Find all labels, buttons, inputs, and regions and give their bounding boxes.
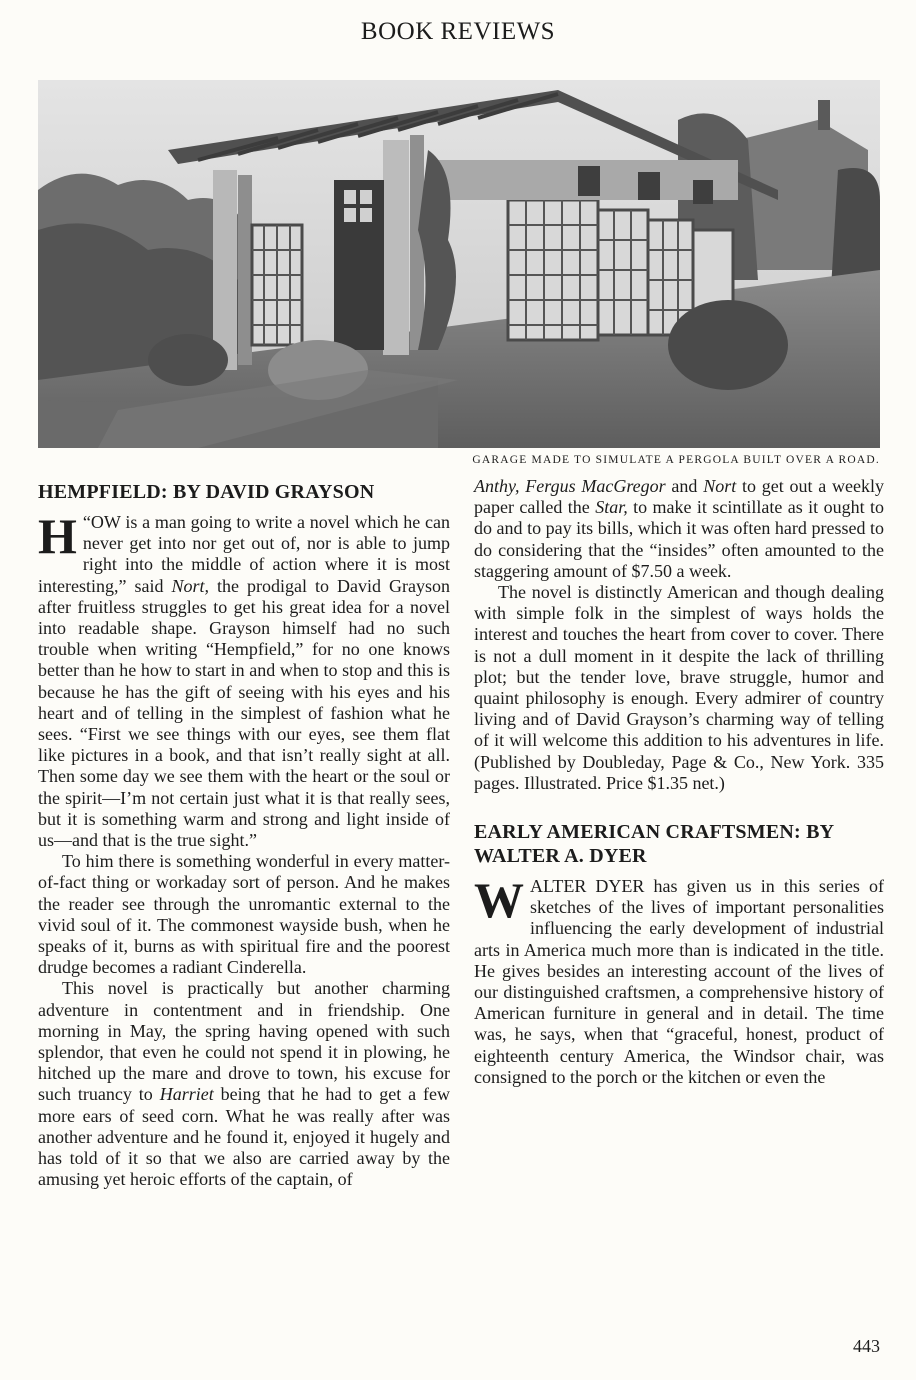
review-paragraph: To him there is something wonderful in every matter-of-fact thing or workaday sort of person. And he makes the reader see through the unromantic external to the vivid soul of it. The commonest wayside bush, when he speaks of it, burns as with spiritual fire and the poorest drudge becomes a radiant Cinderella.: [38, 851, 450, 978]
italic-name: Harriet: [159, 1084, 214, 1105]
drop-cap: W: [474, 872, 524, 929]
italic-name: Anthy, Fergus MacGregor: [474, 476, 666, 496]
opening-quote: “: [82, 512, 91, 532]
paragraph-text: the prodigal to David Grayson after fruitless struggles to get his great idea for a novel into readable shape. Grayson himself had no such trouble when writing “Hempfield,” for no one knows better than he how to start in and when to stop and this is because he has the gift of seeing with his eyes and his heart and of telling in the simplest of fashion what he sees. “First we see things with our eyes, see them flat like pictures in a book, and that isn’t really sight at all. Then some day we see them with the heart or the soul or the spirit—I’m not certain just what it is that really sees, but it is something warm and strong and light inside of us—and that is the true sight.”: [38, 575, 450, 851]
paragraph-text: being that he had to get a few more ears of seed corn. What he was really after was another adventure and he found it, enjoyed it hugely and has told of it so that we also are carried away by the amusing yet heroic efforts of the captain, of: [38, 1084, 450, 1190]
review-paragraph-continued: [474, 476, 884, 582]
page-title: BOOK REVIEWS: [360, 18, 556, 45]
garage-pergola-photo: [38, 80, 880, 448]
review-title-hempfield: HEMPFIELD: BY DAVID GRAYSON: [38, 481, 375, 503]
page-number: 443: [853, 1336, 880, 1356]
drop-cap: H: [38, 508, 77, 564]
paragraph-text: This novel is practically but another charming adventure in contentment and in friendship. One morning in May, the spring having opened with such splendor, that even he could not spend it in plowing, he hitched up the mare and drove to town, his excuse for such truancy to: [38, 978, 450, 1105]
paragraph-text: OW is a man going to write a novel which he can never get into nor get out of, nor is able to jump right into the middle of action where it is most interesting,” said: [38, 512, 450, 596]
paragraph-text: to make it scintillate as it ought to do and to pay its bills, which it was often hard pressed to do considering that the “insides” often amounted to the staggering amount of $7.50 a week.: [474, 497, 884, 581]
paragraph-text: to get out a weekly paper called the: [474, 476, 884, 518]
review-title-early-american-craftsmen: EARLY AMERICAN CRAFTSMEN: BY WALTER A. DYER: [474, 821, 834, 868]
paragraph-text: ALTER DYER has given us in this series of sketches of the lives of important personalities influencing the early development of industrial arts in America much more than is indicated in the title. He gives besides an interesting account of the lives of our distinguished craftsmen, a comprehensive history of American furniture in general and in detail. The time was, he says, when that “graceful, honest, product of eighteenth century America, the Windsor chair, was consigned to the porch or the kitchen or even the: [474, 876, 884, 1087]
right-column: [474, 476, 884, 1088]
review-paragraph: [38, 508, 450, 851]
review-paragraph: [474, 872, 884, 1088]
left-column: [38, 476, 450, 1191]
photo-caption: GARAGE MADE TO SIMULATE A PERGOLA BUILT OVER A ROAD.: [472, 454, 880, 466]
review-paragraph: The novel is distinctly American and though dealing with simple folk in the simplest of ways holds the interest and touches the heart from cover to cover. There is not a dull moment in it despite the lack of thrilling plot; but the tender love, brave struggle, humor and quaint philosophy is enough. Every admirer of country living and of David Grayson’s charming way of telling of it will welcome this addition to his adventures in life. (Published by Doubleday, Page & Co., New York. 335 pages. Illustrated. Price $1.35 net.): [474, 582, 884, 793]
review-paragraph: [38, 978, 450, 1190]
section-gap: [474, 794, 884, 816]
italic-name: Star,: [595, 497, 628, 518]
paragraph-text: and: [665, 476, 704, 496]
italic-name: Nort,: [171, 575, 209, 596]
italic-name: Nort: [703, 476, 737, 496]
